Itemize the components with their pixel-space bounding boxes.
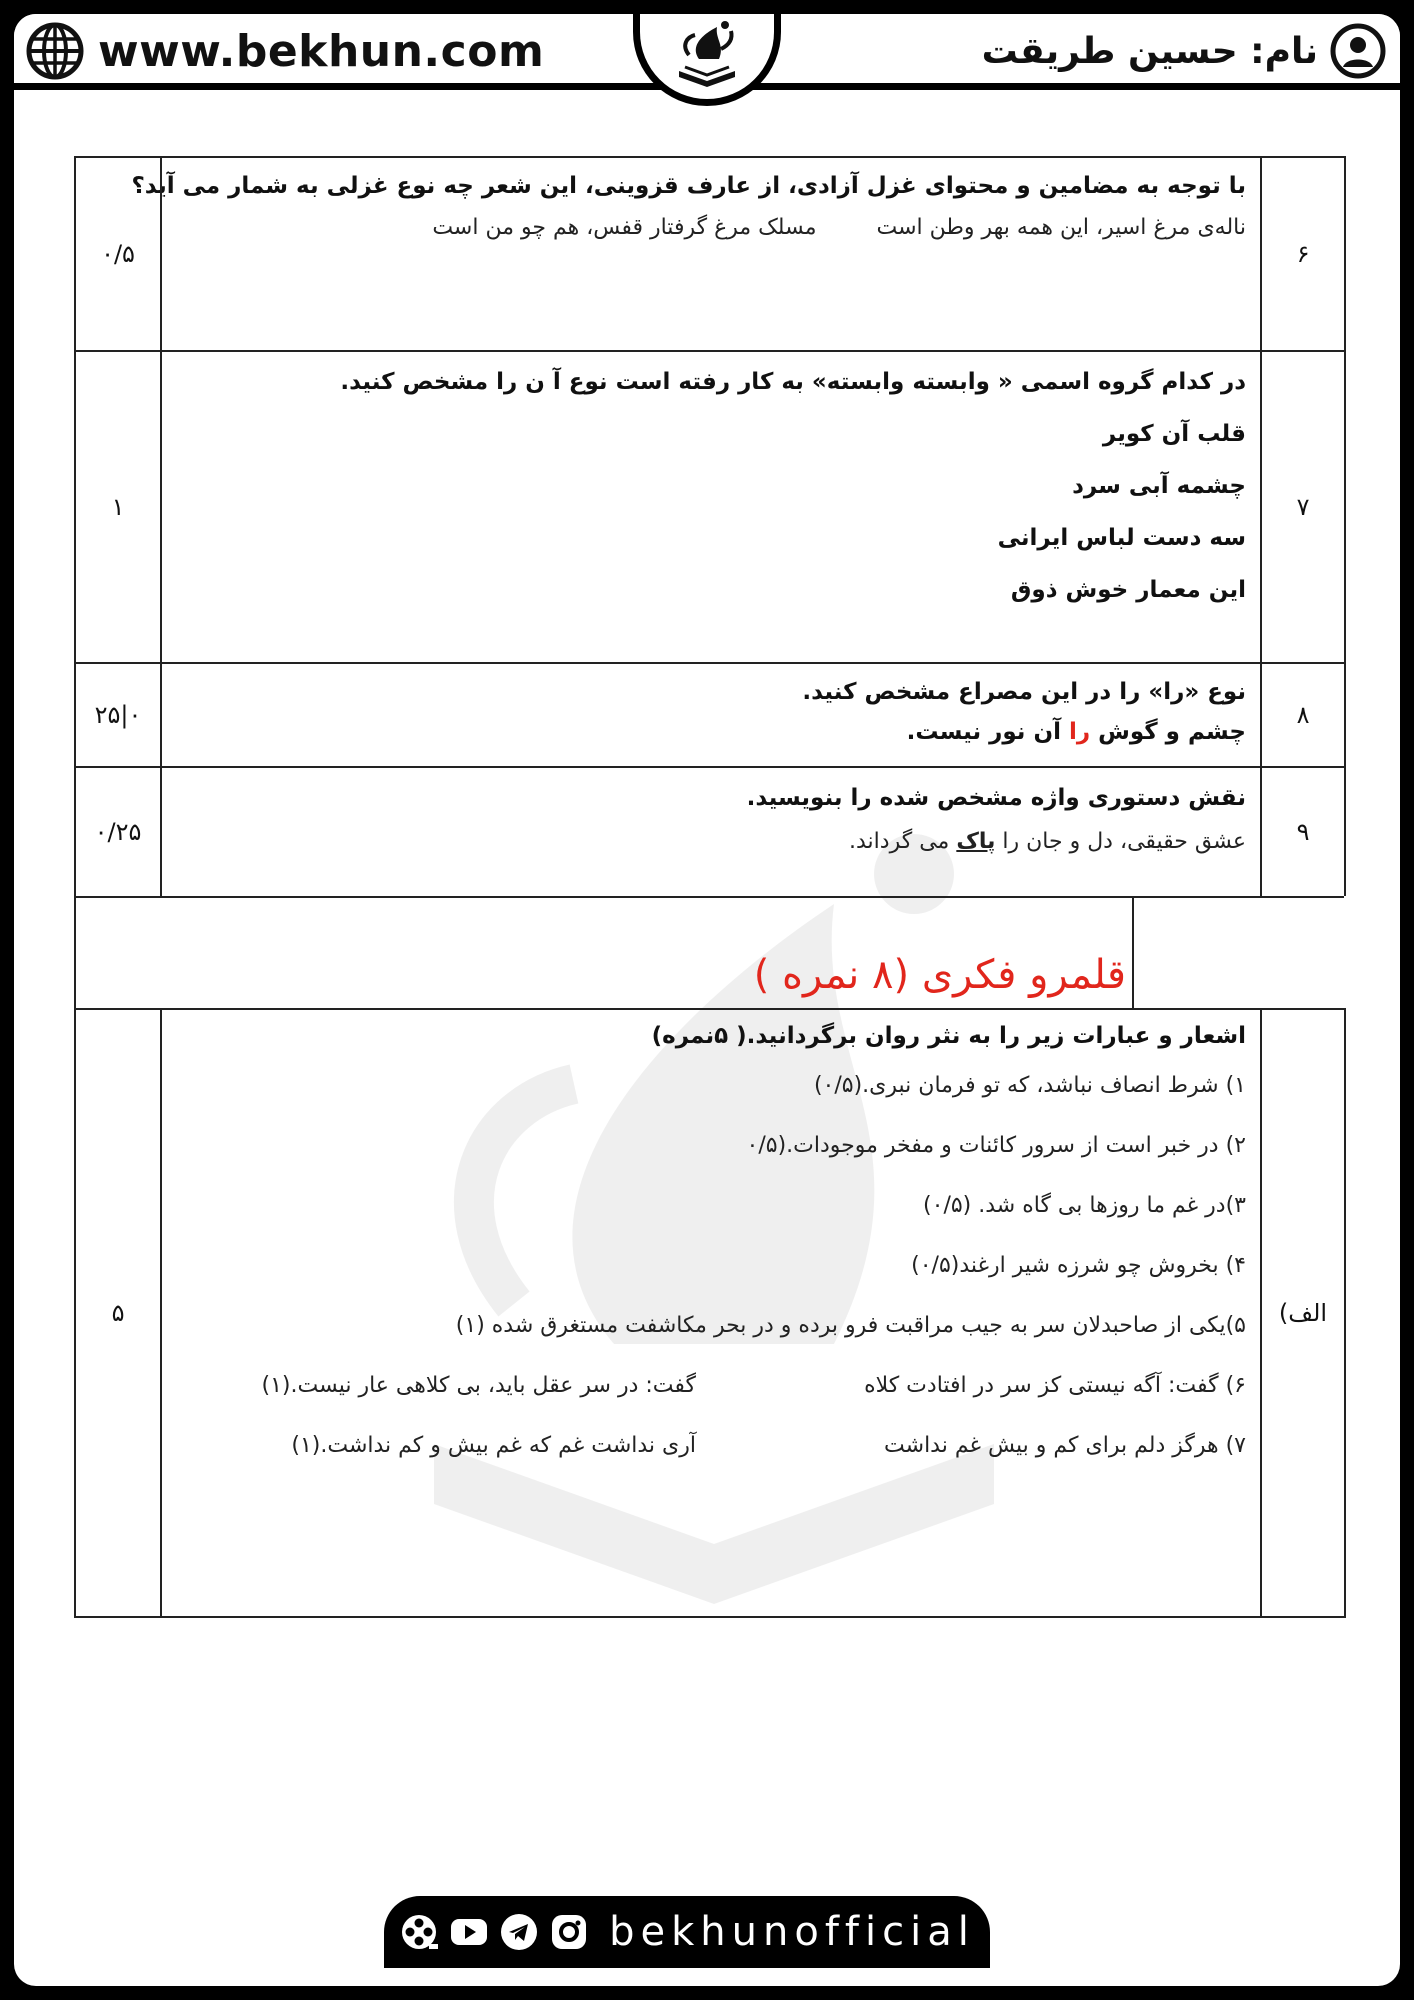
list-item: ۳)در غم ما روزها بی گاه شد. (۰/۵) (923, 1193, 1246, 1218)
section-header (74, 896, 1346, 1010)
brand-logo (633, 14, 781, 106)
question-score: ۰/۵ (76, 158, 162, 350)
couplet-item (176, 1368, 1246, 1404)
question-score: ۰|۲۵ (76, 664, 162, 766)
option-item: این معمار خوش ذوق (1010, 577, 1246, 603)
question-body (176, 352, 1246, 662)
line-pre: چشم و گوش (1098, 719, 1246, 745)
footer-social (384, 1896, 990, 1968)
section-title: قلمرو فکری (۸ نمره ) (753, 952, 1126, 998)
question-prompt: با توجه به مضامین و محتوای غزل آزادی، از عارف قزوینی، این شعر چه نوع غزلی به شمار می آید؟ (131, 173, 1246, 199)
question-prompt: اشعار و عبارات زیر را به نثر روان برگردانید.( ۵نمره) (651, 1023, 1246, 1049)
answer-line (176, 714, 1246, 750)
couplet-first: ۶) گفت: آگه نیستی کز سر در افتادت کلاه (864, 1373, 1246, 1398)
site-link[interactable] (26, 22, 544, 80)
question-body (131, 158, 1246, 350)
question-body (176, 664, 1246, 766)
question-row (74, 662, 1346, 768)
option-item: چشمه آبی سرد (1072, 473, 1246, 499)
question-row (74, 350, 1346, 664)
question-score: ۱ (76, 352, 162, 662)
verse-a: ناله‌ی مرغ اسیر، این همه بهر وطن است (876, 215, 1246, 240)
page-frame (14, 14, 1400, 1986)
list-item: ۵)یکی از صاحبدلان سر به جیب مراقبت فرو برده و در بحر مکاشفت مستغرق شده (۱) (455, 1313, 1246, 1338)
question-score: ۵ (76, 1010, 162, 1616)
section-spacer (1132, 896, 1346, 1010)
question-score: ۰/۲۵ (76, 768, 162, 896)
name-label: نام: حسین طریقت (981, 30, 1318, 72)
verse-b: مسلک مرغ گرفتار قفس، هم چو من است (432, 215, 817, 240)
list-item: ۴) بخروش چو شرزه شیر ارغند(۰/۵) (911, 1253, 1246, 1278)
verse-line (176, 210, 1246, 246)
user-icon (1330, 23, 1386, 79)
youtube-icon[interactable] (449, 1912, 489, 1952)
part-label: الف) (1260, 1010, 1344, 1616)
question-prompt: در کدام گروه اسمی « وابسته وابسته» به کار رفته است نوع آ ن را مشخص کنید. (340, 369, 1246, 395)
student-name (982, 22, 1386, 80)
book-logo-icon (659, 15, 755, 95)
globe-icon (26, 22, 84, 80)
question-prompt: نوع «را» را در این مصراع مشخص کنید. (802, 679, 1246, 705)
question-prompt: نقش دستوری واژه مشخص شده را بنویسید. (746, 785, 1246, 811)
couplet-first: ۷) هرگز دلم برای کم و بیش غم نداشت (884, 1433, 1246, 1458)
question-number: ۸ (1260, 664, 1344, 766)
line-post: می گرداند. (849, 829, 950, 854)
option-item: قلب آن کویر (1102, 421, 1246, 447)
list-item: ۲) در خبر است از سرور کائنات و مفخر موجودات.(۰/۵ (746, 1133, 1246, 1158)
social-handle[interactable]: bekhunofficial (609, 1909, 975, 1955)
question-number: ۷ (1260, 352, 1344, 662)
line-pre: عشق حقیقی، دل و جان را (1002, 829, 1246, 854)
question-row (74, 156, 1346, 352)
question-number: ۹ (1260, 768, 1344, 896)
highlighted-word: را (1068, 719, 1091, 745)
answer-line (176, 824, 1246, 860)
question-row (74, 766, 1346, 898)
couplet-item (176, 1428, 1246, 1464)
list-item: ۱) شرط انصاف نباشد، که تو فرمان نبری.(۰/۵) (813, 1073, 1246, 1098)
telegram-icon[interactable] (499, 1912, 539, 1952)
line-post: آن نور نیست. (906, 719, 1061, 745)
couplet-second: آری نداشت غم که غم بیش و کم نداشت.(۱) (291, 1433, 696, 1458)
underlined-word: پاک (956, 829, 996, 854)
question-body (176, 768, 1246, 896)
question-number: ۶ (1260, 158, 1344, 350)
site-url: www.bekhun.com (98, 25, 545, 77)
couplet-second: گفت: در سر عقل باید، بی کلاهی عار نیست.(۱) (261, 1373, 696, 1398)
option-item: سه دست لباس ایرانی (997, 525, 1246, 551)
instagram-icon[interactable] (549, 1912, 589, 1952)
question-body (176, 1010, 1246, 1616)
question-row (74, 1008, 1346, 1618)
film-icon[interactable] (399, 1912, 439, 1952)
